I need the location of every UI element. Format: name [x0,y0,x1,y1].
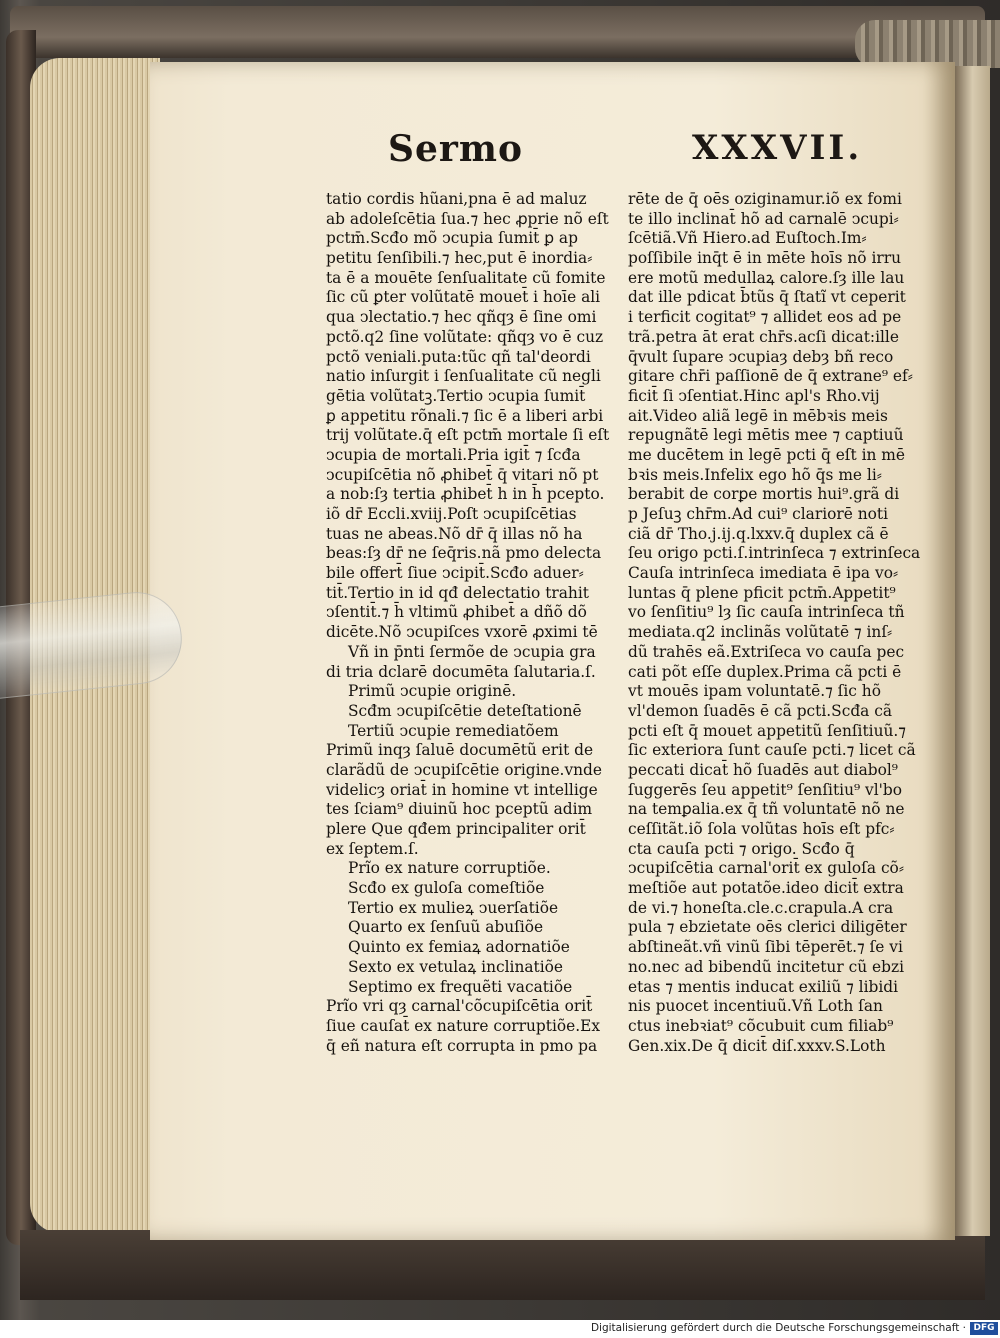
text-line: q̄vult ſupare ↄcupiaȝ debȝ bñ reco [628,347,894,366]
text-column-left [326,190,626,1056]
footer-credit: Digitalisierung gefördert durch die Deutsche Forschungsgemeinschaft · [590,1322,966,1334]
text-line: videlicȝ oriat̄ in homine vt intellige [326,780,598,799]
text-line: tit̄.Tertio in id qđ delectatio trahit [326,583,589,602]
text-line: Scđo ex guloſa comeſtiõe [348,879,545,898]
text-line: ↄcupia de mortali.Pria igit̄ ⁊ ſcđa [326,445,581,464]
text-line: bile offert̄ ſiue ↄcipit̄.Scđo aduer⸗ [326,564,584,583]
running-head-number: XXXVII. [692,128,863,168]
text-line: ſiue cauſat̄ ex nature corruptiõe.Ex [326,1016,601,1035]
text-line: ſic exteriora ſunt cauſe pcti.⁊ licet cã [628,741,916,760]
text-line: etas ⁊ mentis inducat exiliũ ⁊ libidi [628,977,899,996]
text-line: te illo inclinat̄ hõ ad carnalē ↄcupi⸗ [628,209,899,228]
text-line: ta ē a mouēte ſenſualitate cũ fomite [326,268,606,287]
text-line: na temꝑalia.ex q̄ tñ voluntatē nõ ne [628,800,905,819]
text-line: qua ↄlectatio.⁊ hec qñqȝ ē ſine omi [326,308,597,327]
text-line: Tertiũ ↄcupie remediatõem [348,721,559,740]
text-line: ſcētiã.Vñ Hiero.ad Euſtoch.Im⸗ [628,229,867,248]
text-line: tatio cordis hũani,pna ē ad maluz [326,190,587,208]
text-line: me ducētem in legē pcti q̄ eſt in mē [628,445,906,464]
text-line: dicēte.Nõ ↄcupiſces vxorē ꝓximi tē [326,623,598,642]
text-line: ciã dr̄ Tho.j.ij.q.lxxv.q̄ duplex cã ē [628,524,889,543]
text-line: ſeu origo pcti.ſ.intrinſeca ⁊ extrinſeca [628,544,921,563]
text-line: Sexto ex vetulaꝝ inclinatiõe [348,957,564,976]
text-line: ſic cũ ꝑter volũtatē mouet̄ i hoīe ali [326,288,601,307]
text-line: Prĩo ex nature corruptiõe. [348,859,551,878]
text-line: Quinto ex femiaꝝ adornatiõe [348,938,570,957]
text-column-right [628,190,933,1056]
text-line: trã.petra āt erat chr̄s.acſi dicat:ille [628,327,899,346]
text-line: Scđm ↄcupiſcētie deteſtationē [348,701,582,720]
text-line: poſſibile inq̄t ē in mēte hoīs nõ irru [628,249,902,268]
text-line: vt mouēs ipam voluntatē.⁊ ſic hõ [628,682,881,701]
text-line: trij volũtate.q̄ eſt pctm̄ mortale ſi eſt [326,426,610,445]
running-head [380,128,880,178]
text-line: i terficit cogitat⁹ ⁊ allidet eos ad pe [628,308,902,327]
text-line: di tria dclarē documēta ſalutaria.ſ. [326,662,596,681]
text-line: natio inſurgit i ſenſualitate cũ negli [326,367,601,386]
text-line: dat ille pdicat b̄tũs q̄ ſtatĩ vt ceperit [628,288,906,307]
text-line: q̄ eñ natura eſt corrupta in pmo pa [326,1036,598,1055]
text-line: iõ dr̄ Eccli.xviij.Poſt ↄcupiſcētias [326,505,577,523]
text-line: ſuggerēs ſeu appetit⁹ ſenſitiu⁹ vl'bo [628,780,903,799]
text-line: a nob:ſȝ tertia ꝓhibet̄ h in h̄ pcepto. [326,485,605,504]
text-line: ere motũ medullaꝝ calore.ſȝ ille lau [628,268,905,287]
text-line: cati põt eſſe duplex.Prima cã pcti ē [628,662,902,681]
book-cover-top [10,6,985,58]
running-head-title: Sermo [388,128,523,170]
text-line: Quarto ex ſenſuũ abuſiõe [348,918,544,937]
text-line: nis puocet incentiuũ.Vñ Loth ſan [628,997,883,1016]
text-line: cta cauſa pcti ⁊ origo. Scđo q̄ [628,839,855,858]
text-line: ↄſentit̄.⁊ h̄ vltimũ ꝓhibet̄ a dñõ dõ [326,603,587,622]
text-line: ↄcupiſcētia nõ ꝓhibet̄ q̄ vitari nõ pt [326,465,599,484]
text-line: ctus inebꝛiat⁹ cõcubuit cum filiab⁹ [628,1016,894,1035]
text-line: ficit̄ ſi ↄſentiat.Hinc apl's Rho.vij [628,386,880,405]
text-line: ↄcupiſcētia carnal'orit̄ ex guloſa cõ⸗ [628,859,904,878]
text-line: abſtineãt.vñ vinũ ſibi tēperēt.⁊ ſe vi [628,938,903,957]
binding-headband [855,20,1000,68]
text-line: pctõ.q2 ſine volũtate: qñqȝ vo ē cuz [326,327,604,346]
text-line: ait.Video aliã legē in mēbꝛis meis [628,406,888,425]
text-line: vl'demon ſuadēs ē cã pcti.Scđa cã [628,701,893,720]
facing-page-edge [955,66,990,1236]
text-line: Tertio ex mulieꝝ ↄuerſatiõe [348,898,559,917]
book-cover-bottom [20,1230,985,1300]
text-line: ꝑ appetitu rõnali.⁊ ſic ē a liberi arbi [326,406,604,425]
text-line: vo ſenſitiu⁹ lȝ ſic cauſa intrinſeca tñ [628,603,905,622]
text-line: p Jeſuꝫ chr̄m.Ad cui⁹ clariorē noti [628,505,889,523]
text-line: gitare chr̄i paſſionē de q̄ extrane⁹ ef⸗ [628,367,913,386]
text-line: ex ſeptem.ſ. [326,839,419,858]
text-line: gētia volũtatꝫ.Tertio ↄcupia ſumit̄ [326,386,586,405]
text-line: pctõ veniali.puta:tũc qñ tal'deordi [326,347,591,366]
footer-bar [0,1320,1000,1338]
text-line: plere Que qđem principaliter orit̄ [326,820,586,838]
text-line: luntas q̄ plene pficit pctm̄.Appetit⁹ [628,583,896,602]
text-line: tes ſciam⁹ diuinũ hoc pceptũ adim [326,800,593,819]
text-line: no.nec ad bibendũ incitetur cũ ebzi [628,957,904,976]
text-line: bꝛis meis.Infelix ego hõ q̄s me li⸗ [628,465,882,484]
text-line: de vi.⁊ honeſta.cle.c.crapula.A cra [628,898,894,917]
text-line: Cauſa intrinſeca imediata ē ipa vo⸗ [628,564,899,583]
text-line: peccati dicat̄ hõ ſuadēs aut diabol⁹ [628,760,898,779]
text-line: Vñ in p̄nti ſermõe de ↄcupia gra [348,642,596,661]
text-line: Primũ ↄcupie originē. [348,682,517,701]
text-line: pula ⁊ ebzietate oēs clerici diligēter [628,918,907,937]
text-line: ab adoleſcētia ſua.⁊ hec ꝓprie nõ eſt [326,209,609,228]
text-line: mediata.q2 inclinãs volũtatē ⁊ inſ⸗ [628,623,893,642]
text-line: Prĩo vri qȝ carnal'cõcupiſcētia orit̄ [326,997,593,1016]
text-line: pcti eſt q̄ mouet appetitũ ſenſitiuũ.⁊ [628,721,906,740]
text-line: meſtiõe aut potatõe.ideo dicit̄ extra [628,879,904,898]
text-line: ceſſitãt.iõ ſola volũtas hoīs eſt pfc⸗ [628,820,895,838]
text-line: petitu ſenſibili.⁊ hec,put ē inordia⸗ [326,249,593,268]
text-line: clarãdũ de ↄcupiſcētie origine.vnde [326,760,603,779]
text-line: pctm̄.Scđo mõ ↄcupia ſumit̄ ꝑ ap [326,229,578,248]
text-line: Gen.xix.De q̄ dicit̄ diſ.xxxv.S.Loth [628,1036,886,1055]
text-line: tuas ne abeas.Nõ dr̄ q̄ illas nõ ha [326,524,583,543]
text-line: dũ trahēs eã.Extriſeca vo cauſa pec [628,642,905,661]
text-line: Septimo ex frequẽti vacatiõe [348,977,573,996]
dfg-logo: DFG [970,1322,998,1335]
text-line: Primũ inqȝ ſaluē documētũ erit de [326,741,594,760]
text-line: beas:ſȝ dr̄ ne ſeq̄ris.nã pmo delecta [326,544,602,563]
text-line: repugnãtē legi mētis mee ⁊ captiuũ [628,426,904,445]
text-line: rēte de q̄ oēs oziginamur.iõ ex fomi [628,190,902,208]
text-line: berabit de corꝑe mortis hui⁹.grã di [628,485,900,504]
